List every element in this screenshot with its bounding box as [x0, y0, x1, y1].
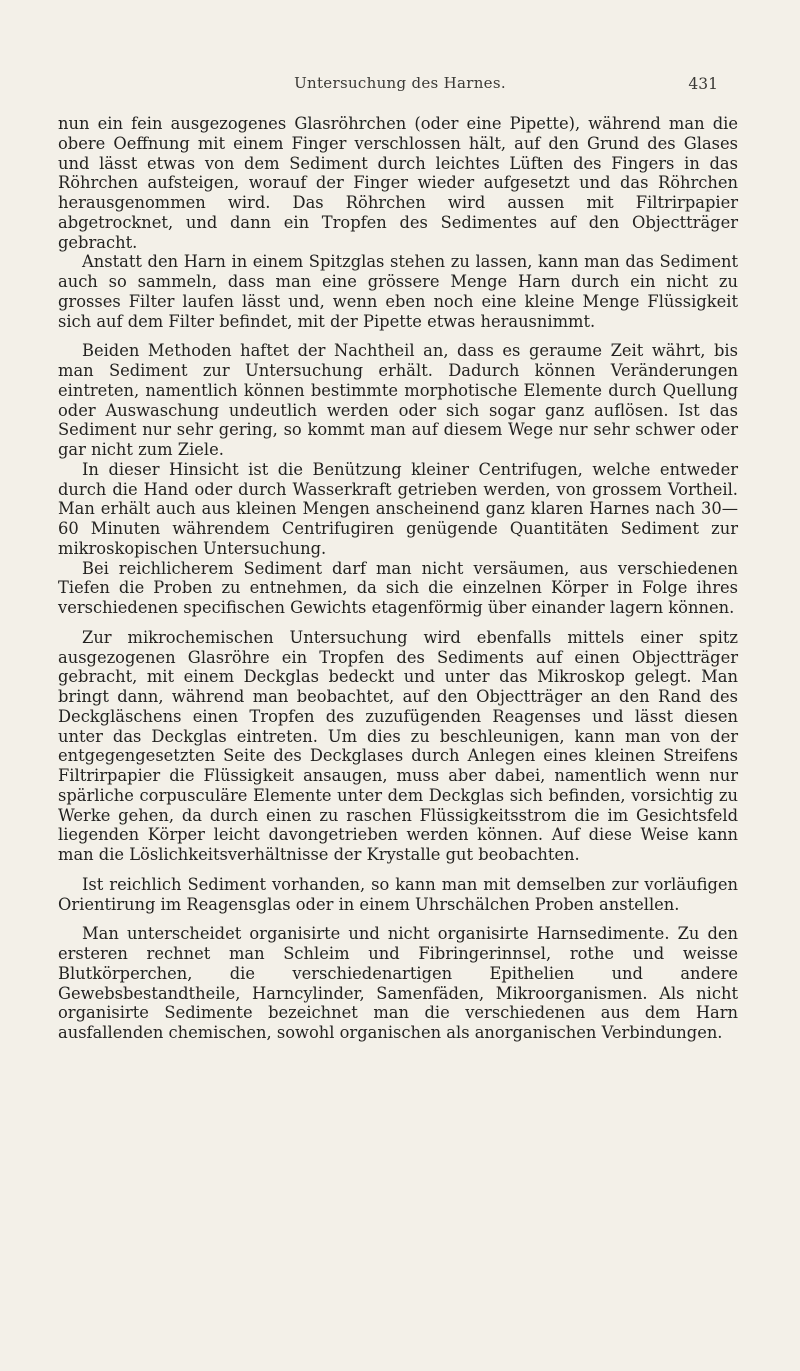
paragraph-nachtheil: Beiden Methoden haftet der Nachtheil an, dass es geraume Zeit währt, bis man Sediment zur Untersuchung erhält. Dadurch können Veränderungen eintreten, namentlich können bestimmte morphotische Elemente durch Quellung oder Auswaschung undeutlich werden oder sich sogar ganz auflösen. Ist das Sediment nur sehr gering, so kommt man auf diesem Wege nur sehr schwer oder gar nicht zum Ziele. [58, 341, 738, 459]
paragraph-harnsedimente: Man unterscheidet organisirte und nicht organisirte Harnsedimente. Zu den ersteren rechnet man Schleim und Fibringerinnsel, rothe und weisse Blutkörperchen, die verschiedenartigen Epithelien und andere Gewebsbestandtheile, Harncylinder, Samenfäden, Mikroorganismen. Als nicht organisirte Sedimente bezeichnet man die verschiedenen aus dem Harn ausfallenden chemischen, sowohl organischen als anorganischen Verbindungen. [58, 924, 738, 1042]
page-number: 431 [688, 75, 718, 93]
paragraph-spitzglas: Anstatt den Harn in einem Spitzglas stehen zu lassen, kann man das Sediment auch so sammeln, dass man eine grössere Menge Harn durch ein nicht zu grosses Filter laufen lässt und, wenn eben noch eine kleine Menge Flüssigkeit sich auf dem Filter befindet, mit der Pipette etwas herausnimmt. [58, 252, 738, 331]
running-head [0, 74, 800, 98]
body-text [58, 114, 738, 1043]
paragraph-tiefen: Bei reichlicherem Sediment darf man nicht versäumen, aus verschiedenen Tiefen die Proben zu entnehmen, da sich die einzelnen Körper in Folge ihres verschiedenen specifischen Gewichts etagenförmig über einander lagern können. [58, 558, 738, 617]
running-title: Untersuchung des Harnes. [294, 74, 506, 92]
paragraph-orientirung: Ist reichlich Sediment vorhanden, so kann man mit demselben zur vorläufigen Orientirung im Reagensglas oder in einem Uhrschälchen Proben anstellen. [58, 874, 738, 914]
paragraph-continuation: nun ein fein ausgezogenes Glasröhrchen (oder eine Pipette), während man die obere Oeffnung mit einem Finger verschlossen hält, auf den Grund des Glases und lässt etwas von dem Sediment durch leichtes Lüften des Fingers in das Röhrchen aufsteigen, worauf der Finger wieder aufgesetzt und das Röhrchen herausgenommen wird. Das Röhrchen wird aussen mit Filtrirpapier abgetrocknet, und dann ein Tropfen des Sedimentes auf den Objectträger gebracht. [58, 114, 738, 252]
paragraph-centrifugen: In dieser Hinsicht ist die Benützung kleiner Centrifugen, welche entweder durch die Hand oder durch Wasserkraft getrieben werden, von grossem Vortheil. Man erhält auch aus kleinen Mengen anscheinend ganz klaren Harnes nach 30—60 Minuten währendem Centrifugiren genügende Quantitäten Sediment zur mikroskopischen Untersuchung. [58, 459, 738, 558]
paragraph-mikrochemisch: Zur mikrochemischen Untersuchung wird ebenfalls mittels einer spitz ausgezogenen Glasröhre ein Tropfen des Sediments auf einen Objectträger gebracht, mit einem Deckglas bedeckt und unter das Mikroskop gelegt. Man bringt dann, während man beobachtet, auf den Objectträger an den Rand des Deckgläschens einen Tropfen des zuzufügenden Reagenses und lässt diesen unter das Deckglas eintreten. Um dies zu beschleunigen, kann man von der entgegengesetzten Seite des Deckglases durch Anlegen eines kleinen Streifens Filtrirpapier die Flüssigkeit ansaugen, muss aber dabei, namentlich wenn nur spärliche corpusculäre Elemente unter dem Deckglas sich befinden, vorsichtig zu Werke gehen, da durch einen zu raschen Flüssigkeitsstrom die im Gesichtsfeld liegenden Körper leicht davongetrieben werden können. Auf diese Weise kann man die Löslichkeitsverhältnisse der Krystalle gut beobachten. [58, 627, 738, 864]
